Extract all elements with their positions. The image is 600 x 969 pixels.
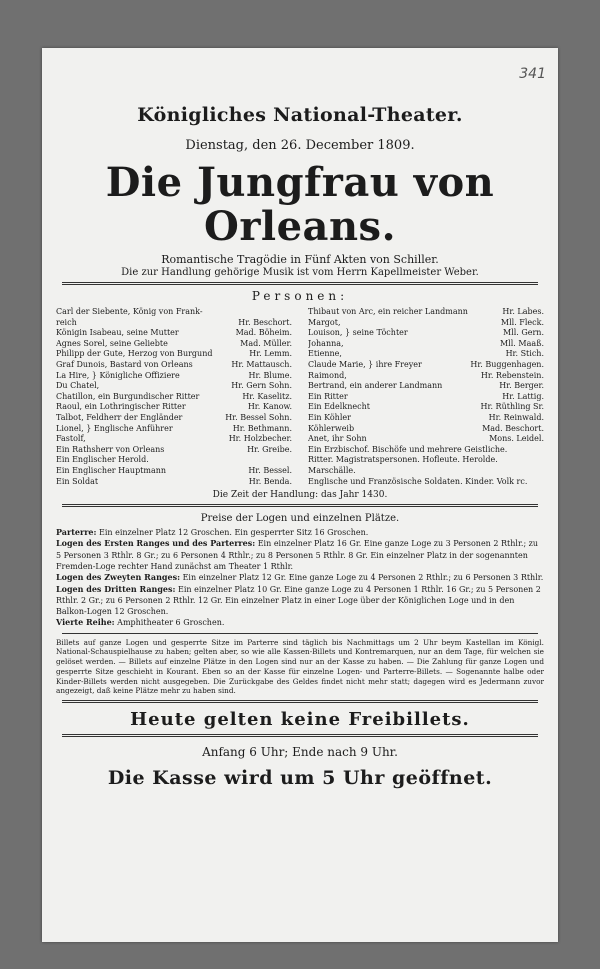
- price-line: [56, 527, 544, 538]
- cast-row: [308, 466, 544, 477]
- personen-heading: Personen:: [251, 289, 349, 303]
- cast-row: [56, 455, 292, 466]
- price-label: Vierte Reihe:: [56, 617, 115, 628]
- cast-row: [56, 392, 292, 403]
- performance-date: Dienstag, den 26. December 1809.: [185, 138, 415, 153]
- cast-row: [308, 339, 544, 350]
- prices-list: [56, 527, 544, 629]
- cast-actor: Hr. Lattig.: [502, 391, 544, 401]
- cast-row: [308, 445, 544, 456]
- price-line: [56, 572, 544, 583]
- cast-row: [56, 434, 292, 445]
- price-line: [56, 617, 544, 628]
- cast-actor: Hr. Bessel.: [248, 465, 292, 475]
- cast-role: reich: [56, 317, 77, 327]
- price-text: Amphitheater 6 Groschen.: [117, 618, 225, 628]
- cast-role: Ein Soldat: [56, 476, 99, 486]
- ticket-notice: [56, 638, 544, 696]
- cast-row: [308, 392, 544, 403]
- cast-role: Marschälle.: [308, 465, 356, 475]
- cast-role: Ritter. Magistratspersonen. Hofleute. Herolde.: [308, 455, 498, 465]
- cast-role: Claude Marie, } ihre Freyer: [308, 359, 422, 369]
- cast-actor: Mons. Leidel.: [489, 434, 544, 444]
- cast-role: Philipp der Gute, Herzog von Burgund: [56, 349, 213, 359]
- cast-row: [308, 318, 544, 329]
- music-note: Die zur Handlung gehörige Musik ist vom Herrn Kapellmeister Weber.: [121, 267, 479, 278]
- cast-row: [56, 381, 292, 392]
- cast-row: [56, 328, 292, 339]
- cast-role: Ein Englischer Hauptmann: [56, 465, 167, 475]
- cast-actor: Hr. Rüthling Sr.: [480, 402, 544, 412]
- cast-actor: Mll. Maaß.: [499, 338, 544, 348]
- cast-role: Bertrand, ein anderer Landmann: [308, 381, 443, 391]
- cast-actor: Hr. Beschort.: [238, 317, 292, 327]
- cast-actor: Hr. Bessel Sohn.: [225, 412, 292, 422]
- cast-row: [308, 360, 544, 371]
- cast-actor: Hr. Mattausch.: [231, 359, 292, 369]
- price-text: Ein einzelner Platz 12 Groschen. Ein gesperrter Sitz 16 Groschen.: [99, 528, 369, 538]
- free-tickets-notice: Heute gelten keine Freibillets.: [130, 708, 470, 730]
- cast-role: Lionel, } Englische Anführer: [56, 423, 173, 433]
- cast-row: [308, 381, 544, 392]
- cast-row: [308, 424, 544, 435]
- ticket-notice-text: Billets auf ganze Logen und gesperrte Sitze im Parterre sind täglich bis Nachmittags um 2 Uhr beym Kastellan im Königl. National-Schauspielhause zu haben; gelten aber, so wie alle Kassen-Billets und Kontremarquen, nur an dem Tage, für welchen sie gelöset werden. — Billets auf einzelne Plätze in den Logen sind nur an der Kasse zu haben. — Die Zahlung für ganze Logen und gesperrte Sitze geschieht in Kourant. Eben so an der Kasse für einzelne Logen- und Parterre-Billets. — Sogenannte halbe oder Kinder-Billets werden nicht ausgegeben. Die Zurückgabe des Geldes findet nicht mehr statt; dagegen wird es Jedermann zuvor angezeigt, daß keine Plätze mehr zu haben sind.: [56, 637, 544, 696]
- cast-row: [308, 402, 544, 413]
- cast-row: [56, 307, 292, 318]
- start-end-times: Anfang 6 Uhr; Ende nach 9 Uhr.: [202, 744, 398, 759]
- cast-role: Ein Erzbischof. Bischöfe und mehrere Geistliche.: [308, 444, 508, 454]
- cast-role: Agnes Sorel, seine Geliebte: [56, 338, 168, 348]
- price-text: Ein einzelner Platz 12 Gr. Eine ganze Loge zu 4 Personen 2 Rthlr.; zu 6 Personen 3 Rthlr.: [182, 573, 544, 583]
- cast-role: Louison, } seine Töchter: [308, 328, 408, 338]
- divider: [62, 700, 538, 703]
- price-line: [56, 538, 544, 572]
- cast-role: Ein Englischer Herold.: [56, 455, 149, 465]
- price-text: Ein einzelner Platz 10 Gr. Eine ganze Loge zu 4 Personen 1 Rthlr. 16 Gr.; zu 5 Personen 2 Rthlr. 2 Gr.; zu 6 Personen 2 Rthlr. 12 Gr. Ein einzelner Platz in einer Loge über der Königlichen Loge und in den Balkon-Logen 12 Groschen.: [56, 584, 541, 617]
- prices-heading: Preise der Logen und einzelnen Plätze.: [200, 513, 400, 525]
- price-label: Parterre:: [56, 527, 97, 538]
- cast-actor: Hr. Stich.: [505, 349, 544, 359]
- cast-role: Thibaut von Arc, ein reicher Landmann: [308, 307, 468, 316]
- cast-actor: Hr. Holzbecher.: [228, 434, 292, 444]
- cast-row: [56, 477, 292, 488]
- theater-name: Königliches National-Theater.: [137, 104, 463, 126]
- cast-actor: Hr. Greibe.: [247, 444, 292, 454]
- cast-role: Raimond,: [308, 370, 347, 380]
- cast-role: Chatillon, ein Burgundischer Ritter: [56, 391, 200, 401]
- cast-row: [56, 445, 292, 456]
- play-title: Die Jungfrau von Orleans.: [105, 159, 495, 250]
- cast-actor: Hr. Kanow.: [247, 402, 292, 412]
- cast-row: [308, 328, 544, 339]
- divider: [62, 734, 538, 737]
- cast-row: [56, 402, 292, 413]
- cast-actor: Hr. Lemm.: [249, 349, 292, 359]
- cast-actor: Hr. Berger.: [499, 381, 544, 391]
- box-office-opening: Die Kasse wird um 5 Uhr geöffnet.: [107, 766, 493, 789]
- price-text: Ein einzelner Platz 16 Gr. Eine ganze Loge zu 3 Personen 2 Rthlr.; zu 5 Personen 3 Rthlr. 8 Gr.; zu 6 Personen 4 Rthlr.; zu 8 Personen 5 Rthlr. 8 Gr. Ein einzelner Platz in der sogenannten Fremden-Loge rechter Hand zunächst am Theater 1 Rthlr.: [56, 539, 539, 571]
- price-line: [56, 584, 544, 618]
- cast-row: [56, 413, 292, 424]
- cast-row: [308, 477, 544, 488]
- cast-actor: Mad. Müller.: [240, 338, 292, 348]
- cast-role: Ein Köhler: [308, 412, 351, 422]
- cast-row: [56, 349, 292, 360]
- playbill-sheet: [42, 48, 558, 942]
- cast-actor: Hr. Reinwald.: [488, 412, 544, 422]
- cast-row: [56, 339, 292, 350]
- play-subtitle: Romantische Tragödie in Fünf Akten von Schiller.: [161, 253, 439, 266]
- cast-row: [308, 413, 544, 424]
- cast-role: Anet, ihr Sohn: [308, 434, 367, 444]
- cast-role: Du Chatel,: [56, 381, 100, 391]
- archive-number: 341: [519, 66, 546, 82]
- cast-role: Königin Isabeau, seine Mutter: [56, 328, 179, 338]
- cast-actor: Hr. Rebenstein.: [480, 370, 544, 380]
- cast-role: Raoul, ein Lothringischer Ritter: [56, 402, 186, 412]
- divider: [62, 633, 538, 634]
- cast-role: Ein Ritter: [308, 391, 348, 401]
- price-label: Logen des Dritten Ranges:: [56, 583, 176, 594]
- cast-role: Ein Rathsherr von Orleans: [56, 444, 165, 454]
- cast-row: [308, 371, 544, 382]
- cast-row: [56, 318, 292, 329]
- cast-actor: Hr. Bethmann.: [232, 423, 292, 433]
- cast-column-right: [308, 307, 544, 487]
- cast-row: [308, 434, 544, 445]
- cast-actor: Hr. Buggenhagen.: [470, 359, 544, 369]
- divider: [62, 504, 538, 507]
- cast-row: [308, 455, 544, 466]
- cast-actor: Hr. Blume.: [248, 370, 292, 380]
- cast-actor: Hr. Labes.: [502, 307, 544, 316]
- cast-row: [56, 424, 292, 435]
- cast-role: Graf Dunois, Bastard von Orleans: [56, 359, 193, 369]
- time-of-action: Die Zeit der Handlung: das Jahr 1430.: [212, 490, 388, 501]
- cast-role: Margot,: [308, 317, 341, 327]
- cast-actor: Mad. Böheim.: [235, 328, 292, 338]
- cast-role: Köhlerweib: [308, 423, 355, 433]
- cast-column-left: [56, 307, 292, 487]
- cast-actor: Hr. Gern Sohn.: [231, 381, 292, 391]
- cast-role: Etienne,: [308, 349, 342, 359]
- cast-row: [308, 349, 544, 360]
- cast-row: [56, 360, 292, 371]
- cast-role: Fastolf,: [56, 434, 86, 444]
- cast-actor: Hr. Kaselitz.: [242, 391, 292, 401]
- cast-list: [56, 307, 544, 487]
- cast-role: Johanna,: [308, 338, 344, 348]
- cast-actor: Hr. Benda.: [248, 476, 292, 486]
- cast-actor: Mll. Fleck.: [500, 317, 544, 327]
- price-label: Logen des Zweyten Ranges:: [56, 572, 181, 583]
- divider: [62, 282, 538, 285]
- cast-role: Englische und Französische Soldaten. Kinder. Volk rc.: [308, 476, 528, 486]
- cast-actor: Mad. Beschort.: [482, 423, 544, 433]
- cast-role: Carl der Siebente, König von Frank-: [56, 307, 203, 316]
- cast-role: Ein Edelknecht: [308, 402, 370, 412]
- cast-row: [308, 307, 544, 318]
- price-label: Logen des Ersten Ranges und des Parterres:: [56, 538, 256, 549]
- cast-actor: Mll. Gern.: [502, 328, 544, 338]
- cast-role: La Hire, } Königliche Offiziere: [56, 370, 180, 380]
- cast-row: [56, 371, 292, 382]
- cast-role: Talbot, Feldherr der Engländer: [56, 412, 183, 422]
- cast-row: [56, 466, 292, 477]
